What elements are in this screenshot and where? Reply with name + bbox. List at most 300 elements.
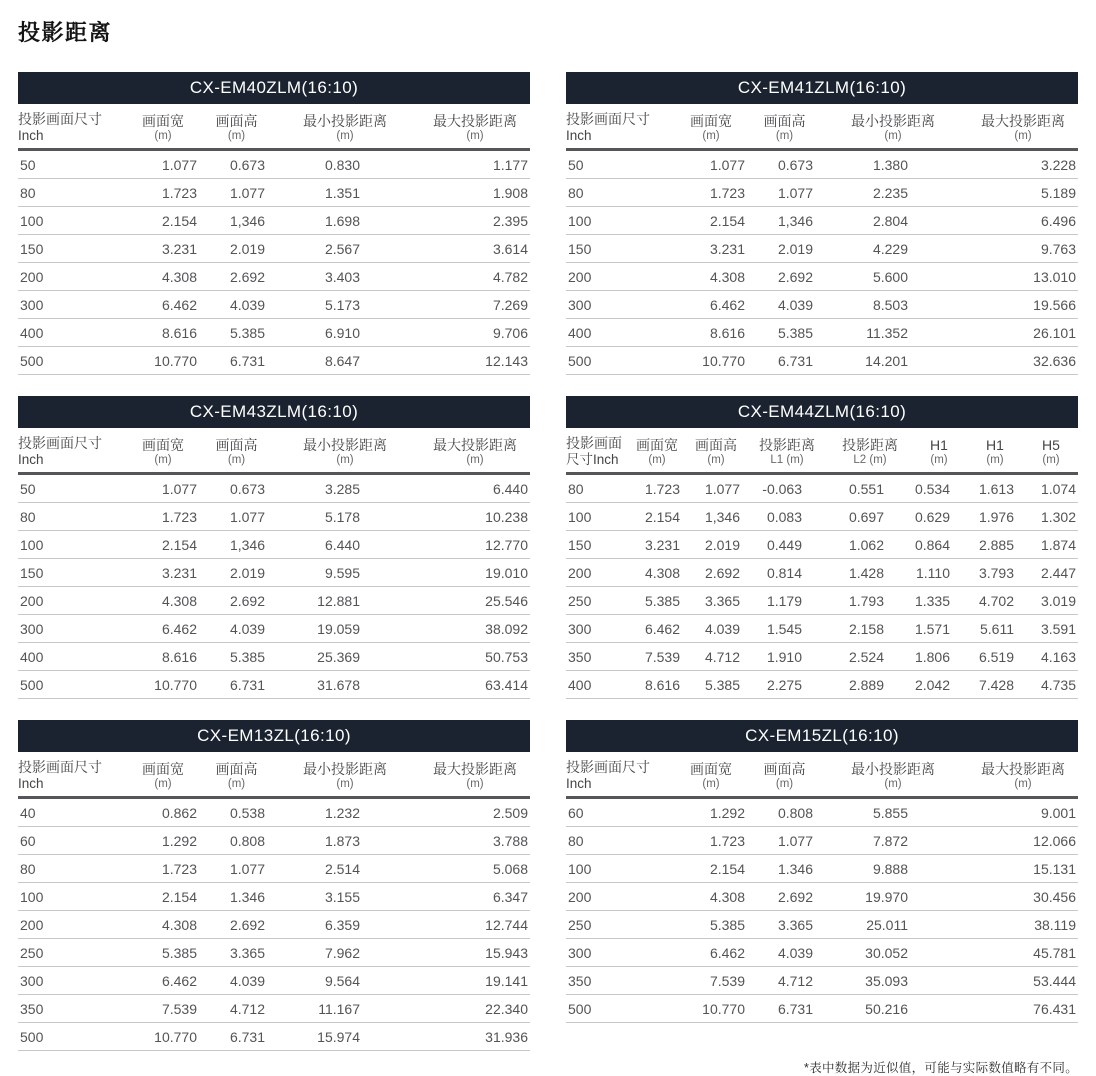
size-cell: 100 bbox=[568, 860, 592, 877]
column-label: 投影距离 bbox=[759, 437, 815, 453]
value-cell: 10.770 bbox=[154, 352, 197, 369]
column-header bbox=[628, 428, 686, 474]
table-block-cx-em40zlm bbox=[18, 72, 530, 375]
value-cell: 1.723 bbox=[161, 860, 197, 877]
column-unit: (m) bbox=[707, 454, 725, 466]
value-cell: 4.039 bbox=[777, 944, 813, 961]
value-cell: 1.077 bbox=[704, 480, 740, 497]
value-cell: 1,346 bbox=[777, 212, 813, 229]
column-label: 投影画面尺寸 bbox=[18, 759, 102, 775]
value-cell: 3.365 bbox=[229, 944, 265, 961]
table-row bbox=[566, 319, 1078, 347]
value-cell: 10.770 bbox=[154, 676, 197, 693]
size-cell: 80 bbox=[568, 184, 584, 201]
value-cell: 8.616 bbox=[161, 324, 197, 341]
value-cell: 1.177 bbox=[492, 156, 528, 173]
value-cell: 1.077 bbox=[161, 156, 197, 173]
column-label: 最大投影距离 bbox=[981, 113, 1065, 129]
value-cell: 1.874 bbox=[1040, 536, 1076, 553]
column-label: 画面高 bbox=[215, 113, 258, 129]
value-cell: 38.119 bbox=[1034, 916, 1076, 933]
table-row bbox=[566, 615, 1078, 643]
table-row bbox=[566, 150, 1078, 179]
value-cell: 1.335 bbox=[914, 592, 950, 609]
size-cell: 80 bbox=[568, 480, 584, 497]
value-cell: 0.551 bbox=[848, 480, 884, 497]
value-cell: 2.275 bbox=[766, 676, 802, 693]
value-cell: 2.154 bbox=[709, 860, 745, 877]
value-cell: 5.385 bbox=[777, 324, 813, 341]
value-cell: 1.571 bbox=[914, 620, 950, 637]
column-unit: (m) bbox=[1014, 778, 1032, 790]
column-header bbox=[968, 752, 1078, 798]
size-cell: 50 bbox=[20, 156, 36, 173]
column-unit: L2 (m) bbox=[853, 454, 887, 466]
table-row bbox=[566, 995, 1078, 1023]
value-cell: 9.888 bbox=[872, 860, 908, 877]
column-header bbox=[18, 104, 123, 150]
table-row bbox=[18, 911, 530, 939]
page-title: 投影距离 bbox=[18, 20, 113, 45]
value-cell: 6.462 bbox=[161, 296, 197, 313]
value-cell: 12.770 bbox=[485, 536, 528, 553]
value-cell: 53.444 bbox=[1033, 972, 1076, 989]
projection-table bbox=[18, 428, 530, 699]
value-cell: 1.380 bbox=[872, 156, 908, 173]
size-cell: 60 bbox=[20, 832, 36, 849]
value-cell: 14.201 bbox=[865, 352, 908, 369]
column-header bbox=[912, 428, 966, 474]
value-cell: 1.723 bbox=[709, 832, 745, 849]
column-unit: Inch bbox=[566, 128, 592, 143]
value-cell: 8.616 bbox=[644, 676, 680, 693]
value-cell: 2.019 bbox=[229, 564, 265, 581]
size-cell: 80 bbox=[20, 184, 36, 201]
projection-table bbox=[18, 752, 530, 1051]
table-title-bar: CX-EM13ZL(16:10) bbox=[18, 720, 530, 752]
projection-distance-page bbox=[0, 20, 1096, 1075]
size-cell: 300 bbox=[20, 296, 44, 313]
value-cell: 2.447 bbox=[1040, 564, 1076, 581]
size-cell: 200 bbox=[568, 564, 592, 581]
value-cell: 5.385 bbox=[161, 944, 197, 961]
value-cell: 1.232 bbox=[324, 804, 360, 821]
value-cell: 2.692 bbox=[229, 268, 265, 285]
value-cell: 15.974 bbox=[317, 1028, 360, 1045]
value-cell: 4.308 bbox=[161, 592, 197, 609]
value-cell: 2.019 bbox=[229, 240, 265, 257]
column-unit: (m) bbox=[227, 454, 246, 466]
value-cell: 0.830 bbox=[324, 156, 360, 173]
value-cell: 4.039 bbox=[777, 296, 813, 313]
column-header bbox=[671, 752, 751, 798]
column-header bbox=[420, 752, 530, 798]
value-cell: 6.347 bbox=[492, 888, 528, 905]
table-row bbox=[566, 263, 1078, 291]
table-row bbox=[18, 615, 530, 643]
size-cell: 60 bbox=[568, 804, 584, 821]
value-cell: 2.514 bbox=[324, 860, 360, 877]
value-cell: 9.595 bbox=[324, 564, 360, 581]
value-cell: 12.066 bbox=[1033, 832, 1076, 849]
value-cell: 1.351 bbox=[324, 184, 360, 201]
size-cell: 400 bbox=[568, 676, 592, 693]
value-cell: 6.359 bbox=[324, 916, 360, 933]
column-unit: (m) bbox=[884, 778, 902, 790]
value-cell: 3.365 bbox=[777, 916, 813, 933]
value-cell: 8.616 bbox=[709, 324, 745, 341]
value-cell: 45.781 bbox=[1033, 944, 1076, 961]
table-row bbox=[566, 911, 1078, 939]
projection-table bbox=[18, 104, 530, 375]
value-cell: 2.509 bbox=[492, 804, 528, 821]
value-cell: 6.910 bbox=[324, 324, 360, 341]
value-cell: 9.564 bbox=[324, 972, 360, 989]
value-cell: 2.567 bbox=[324, 240, 360, 257]
table-block-cx-em44zlm bbox=[566, 396, 1078, 699]
value-cell: 3.231 bbox=[644, 536, 680, 553]
value-cell: 1.077 bbox=[777, 184, 813, 201]
size-cell: 350 bbox=[568, 972, 592, 989]
value-cell: 2.692 bbox=[704, 564, 740, 581]
column-unit: L1 (m) bbox=[770, 454, 804, 466]
size-cell: 400 bbox=[20, 648, 44, 665]
value-cell: 5.611 bbox=[980, 620, 1014, 637]
value-cell: 2.154 bbox=[161, 888, 197, 905]
value-cell: 0.083 bbox=[766, 508, 802, 525]
value-cell: 1.806 bbox=[914, 648, 950, 665]
value-cell: 0.697 bbox=[848, 508, 884, 525]
column-header bbox=[203, 104, 270, 150]
column-label: 投影画面尺寸 bbox=[566, 759, 650, 775]
value-cell: 8.503 bbox=[872, 296, 908, 313]
table-row bbox=[18, 179, 530, 207]
value-cell: 2.395 bbox=[492, 212, 528, 229]
column-header bbox=[123, 752, 203, 798]
value-cell: 30.456 bbox=[1033, 888, 1076, 905]
table-block-cx-em15zl bbox=[566, 720, 1078, 1023]
table-block-cx-em43zlm bbox=[18, 396, 530, 699]
table-row bbox=[18, 855, 530, 883]
value-cell: 2.692 bbox=[229, 592, 265, 609]
size-cell: 50 bbox=[568, 156, 584, 173]
column-label: 画面宽 bbox=[636, 437, 678, 453]
value-cell: 7.269 bbox=[492, 296, 528, 313]
column-unit: (m) bbox=[336, 778, 354, 790]
value-cell: 9.763 bbox=[1040, 240, 1076, 257]
value-cell: 2.889 bbox=[848, 676, 884, 693]
value-cell: 8.616 bbox=[161, 648, 197, 665]
value-cell: 2.692 bbox=[777, 888, 813, 905]
value-cell: 9.706 bbox=[492, 324, 528, 341]
value-cell: 4.039 bbox=[229, 620, 265, 637]
value-cell: 6.496 bbox=[1040, 212, 1076, 229]
value-cell: 0.808 bbox=[777, 804, 813, 821]
value-cell: 4.229 bbox=[872, 240, 908, 257]
value-cell: 30.052 bbox=[865, 944, 908, 961]
value-cell: 12.881 bbox=[317, 592, 360, 609]
column-unit: (m) bbox=[986, 454, 1004, 466]
table-row bbox=[566, 179, 1078, 207]
column-header-row bbox=[18, 104, 530, 150]
table-row bbox=[18, 503, 530, 531]
column-label: 画面宽 bbox=[690, 761, 732, 777]
table-row bbox=[18, 798, 530, 827]
table-row bbox=[566, 559, 1078, 587]
table-row bbox=[566, 347, 1078, 375]
value-cell: 7.539 bbox=[644, 648, 680, 665]
value-cell: 25.546 bbox=[485, 592, 528, 609]
column-header bbox=[818, 752, 968, 798]
column-label: 画面宽 bbox=[142, 113, 184, 129]
table-row bbox=[18, 207, 530, 235]
table-row bbox=[18, 587, 530, 615]
column-unit: (m) bbox=[884, 130, 902, 142]
column-label: 画面高 bbox=[215, 437, 258, 453]
column-label: 投影画面尺寸 bbox=[18, 435, 102, 451]
column-header bbox=[123, 428, 203, 474]
table-row bbox=[18, 474, 530, 503]
table-row bbox=[18, 263, 530, 291]
value-cell: 0.814 bbox=[766, 564, 802, 581]
size-cell: 150 bbox=[568, 536, 592, 553]
column-unit: 尺寸Inch bbox=[566, 452, 619, 467]
value-cell: 10.770 bbox=[702, 352, 745, 369]
size-cell: 150 bbox=[20, 240, 44, 257]
size-cell: 500 bbox=[568, 1000, 592, 1017]
table-row bbox=[18, 347, 530, 375]
value-cell: 22.340 bbox=[485, 1000, 528, 1017]
value-cell: 12.744 bbox=[485, 916, 528, 933]
value-cell: 11.352 bbox=[866, 324, 908, 341]
column-label: 最小投影距离 bbox=[851, 113, 935, 129]
value-cell: 2.154 bbox=[709, 212, 745, 229]
table-row bbox=[566, 291, 1078, 319]
value-cell: 5.385 bbox=[709, 916, 745, 933]
column-unit: (m) bbox=[775, 130, 794, 142]
column-unit: (m) bbox=[227, 130, 246, 142]
value-cell: 4.039 bbox=[704, 620, 740, 637]
column-label: 画面宽 bbox=[142, 761, 184, 777]
column-unit: (m) bbox=[227, 778, 246, 790]
value-cell: 19.010 bbox=[485, 564, 528, 581]
tables-grid bbox=[18, 72, 1078, 1051]
column-label: 画面高 bbox=[695, 437, 737, 453]
column-header-row bbox=[566, 104, 1078, 150]
column-label: 最大投影距离 bbox=[433, 113, 517, 129]
value-cell: 50.753 bbox=[485, 648, 528, 665]
table-title-bar: CX-EM41ZLM(16:10) bbox=[566, 72, 1078, 104]
table-row bbox=[566, 587, 1078, 615]
value-cell: 1.428 bbox=[848, 564, 884, 581]
column-header-row bbox=[566, 752, 1078, 798]
value-cell: 4.308 bbox=[709, 268, 745, 285]
value-cell: 3.231 bbox=[161, 240, 197, 257]
value-cell: 7.872 bbox=[872, 832, 908, 849]
value-cell: 1.074 bbox=[1040, 480, 1076, 497]
table-row bbox=[566, 207, 1078, 235]
value-cell: 1.292 bbox=[709, 804, 745, 821]
value-cell: 2.804 bbox=[872, 212, 908, 229]
table-row bbox=[566, 474, 1078, 503]
value-cell: 6.462 bbox=[161, 620, 197, 637]
column-unit: (m) bbox=[1014, 130, 1032, 142]
value-cell: 4.712 bbox=[229, 1000, 265, 1017]
size-cell: 300 bbox=[20, 620, 44, 637]
table-block-cx-em41zlm bbox=[566, 72, 1078, 375]
column-header bbox=[966, 428, 1024, 474]
value-cell: 7.539 bbox=[161, 1000, 197, 1017]
projection-table bbox=[566, 104, 1078, 375]
column-unit: (m) bbox=[154, 130, 172, 142]
value-cell: 1.346 bbox=[229, 888, 265, 905]
table-row bbox=[18, 967, 530, 995]
value-cell: 50.216 bbox=[865, 1000, 908, 1017]
table-title-bar: CX-EM43ZLM(16:10) bbox=[18, 396, 530, 428]
size-cell: 150 bbox=[20, 564, 44, 581]
value-cell: 3.228 bbox=[1040, 156, 1076, 173]
value-cell: 1.723 bbox=[161, 508, 197, 525]
column-label: 最小投影距离 bbox=[303, 113, 387, 129]
value-cell: 3.155 bbox=[324, 888, 360, 905]
table-row bbox=[566, 798, 1078, 827]
size-cell: 350 bbox=[568, 648, 592, 665]
value-cell: 5.068 bbox=[492, 860, 528, 877]
value-cell: 1.545 bbox=[766, 620, 802, 637]
size-cell: 300 bbox=[568, 944, 592, 961]
value-cell: 6.519 bbox=[978, 648, 1014, 665]
value-cell: 12.143 bbox=[485, 352, 528, 369]
column-label: 投影画面尺寸 bbox=[18, 111, 102, 127]
projection-table bbox=[566, 752, 1078, 1023]
value-cell: 0.864 bbox=[914, 536, 950, 553]
value-cell: 3.231 bbox=[161, 564, 197, 581]
value-cell: 1.077 bbox=[709, 156, 745, 173]
value-cell: 4.712 bbox=[704, 648, 740, 665]
column-header bbox=[751, 752, 818, 798]
column-unit: Inch bbox=[566, 776, 592, 791]
value-cell: 1,346 bbox=[229, 536, 265, 553]
column-unit: (m) bbox=[775, 778, 794, 790]
value-cell: 4.308 bbox=[644, 564, 680, 581]
size-cell: 200 bbox=[568, 268, 592, 285]
size-cell: 350 bbox=[20, 1000, 44, 1017]
value-cell: 3.614 bbox=[492, 240, 528, 257]
value-cell: 35.093 bbox=[865, 972, 908, 989]
value-cell: 6.462 bbox=[644, 620, 680, 637]
value-cell: 1.077 bbox=[229, 184, 265, 201]
value-cell: 7.428 bbox=[978, 676, 1014, 693]
value-cell: 1.077 bbox=[777, 832, 813, 849]
column-label: 最小投影距离 bbox=[851, 761, 935, 777]
column-unit: (m) bbox=[154, 454, 172, 466]
column-unit: (m) bbox=[648, 454, 666, 466]
table-row bbox=[18, 883, 530, 911]
value-cell: 1.793 bbox=[848, 592, 884, 609]
value-cell: 1.346 bbox=[777, 860, 813, 877]
value-cell: 7.539 bbox=[709, 972, 745, 989]
table-row bbox=[18, 291, 530, 319]
value-cell: 2.019 bbox=[777, 240, 813, 257]
value-cell: 3.365 bbox=[704, 592, 740, 609]
value-cell: 1.062 bbox=[848, 536, 884, 553]
value-cell: 10.238 bbox=[485, 508, 528, 525]
table-row bbox=[18, 643, 530, 671]
table-row bbox=[18, 827, 530, 855]
approximation-footnote: *表中数据为近似值，可能与实际数值略有不同。 bbox=[804, 1061, 1078, 1075]
value-cell: 0.673 bbox=[777, 156, 813, 173]
value-cell: 1,346 bbox=[229, 212, 265, 229]
value-cell: 4.702 bbox=[978, 592, 1014, 609]
size-cell: 200 bbox=[20, 916, 44, 933]
size-cell: 300 bbox=[20, 972, 44, 989]
column-label: 画面宽 bbox=[690, 113, 732, 129]
value-cell: 0.673 bbox=[229, 480, 265, 497]
value-cell: 1.077 bbox=[229, 508, 265, 525]
size-cell: 200 bbox=[20, 268, 44, 285]
table-row bbox=[566, 883, 1078, 911]
value-cell: 31.678 bbox=[317, 676, 360, 693]
value-cell: 2.524 bbox=[848, 648, 884, 665]
size-cell: 100 bbox=[568, 508, 592, 525]
value-cell: 7.962 bbox=[324, 944, 360, 961]
column-unit: (m) bbox=[702, 778, 720, 790]
size-cell: 50 bbox=[20, 480, 36, 497]
table-row bbox=[18, 559, 530, 587]
column-label: 最大投影距离 bbox=[433, 437, 517, 453]
value-cell: 5.385 bbox=[229, 324, 265, 341]
column-label: H1 bbox=[986, 437, 1004, 453]
value-cell: 0.629 bbox=[914, 508, 950, 525]
column-label: 画面高 bbox=[215, 761, 258, 777]
value-cell: 31.936 bbox=[485, 1028, 528, 1045]
value-cell: 10.770 bbox=[154, 1028, 197, 1045]
value-cell: 11.167 bbox=[318, 1000, 360, 1017]
column-header-row bbox=[566, 428, 1078, 474]
column-header bbox=[671, 104, 751, 150]
column-header bbox=[566, 752, 671, 798]
value-cell: 6.731 bbox=[229, 352, 265, 369]
value-cell: 5.385 bbox=[644, 592, 680, 609]
value-cell: 5.173 bbox=[324, 296, 360, 313]
size-cell: 500 bbox=[568, 352, 592, 369]
projection-table bbox=[566, 428, 1078, 699]
table-row bbox=[566, 827, 1078, 855]
value-cell: 1.723 bbox=[709, 184, 745, 201]
size-cell: 100 bbox=[20, 536, 44, 553]
value-cell: 0.534 bbox=[914, 480, 950, 497]
value-cell: 32.636 bbox=[1033, 352, 1076, 369]
value-cell: 1.976 bbox=[978, 508, 1014, 525]
value-cell: 2.154 bbox=[161, 536, 197, 553]
table-row bbox=[566, 643, 1078, 671]
size-cell: 80 bbox=[20, 860, 36, 877]
value-cell: 0.449 bbox=[766, 536, 802, 553]
size-cell: 100 bbox=[20, 888, 44, 905]
table-row bbox=[18, 995, 530, 1023]
column-label: 最大投影距离 bbox=[433, 761, 517, 777]
table-row bbox=[566, 235, 1078, 263]
value-cell: 10.770 bbox=[702, 1000, 745, 1017]
value-cell: 2.158 bbox=[848, 620, 884, 637]
value-cell: 63.414 bbox=[485, 676, 528, 693]
value-cell: 15.131 bbox=[1033, 860, 1076, 877]
column-header bbox=[566, 104, 671, 150]
value-cell: 1.302 bbox=[1040, 508, 1076, 525]
size-cell: 400 bbox=[568, 324, 592, 341]
column-header bbox=[270, 428, 420, 474]
value-cell: 4.039 bbox=[229, 972, 265, 989]
